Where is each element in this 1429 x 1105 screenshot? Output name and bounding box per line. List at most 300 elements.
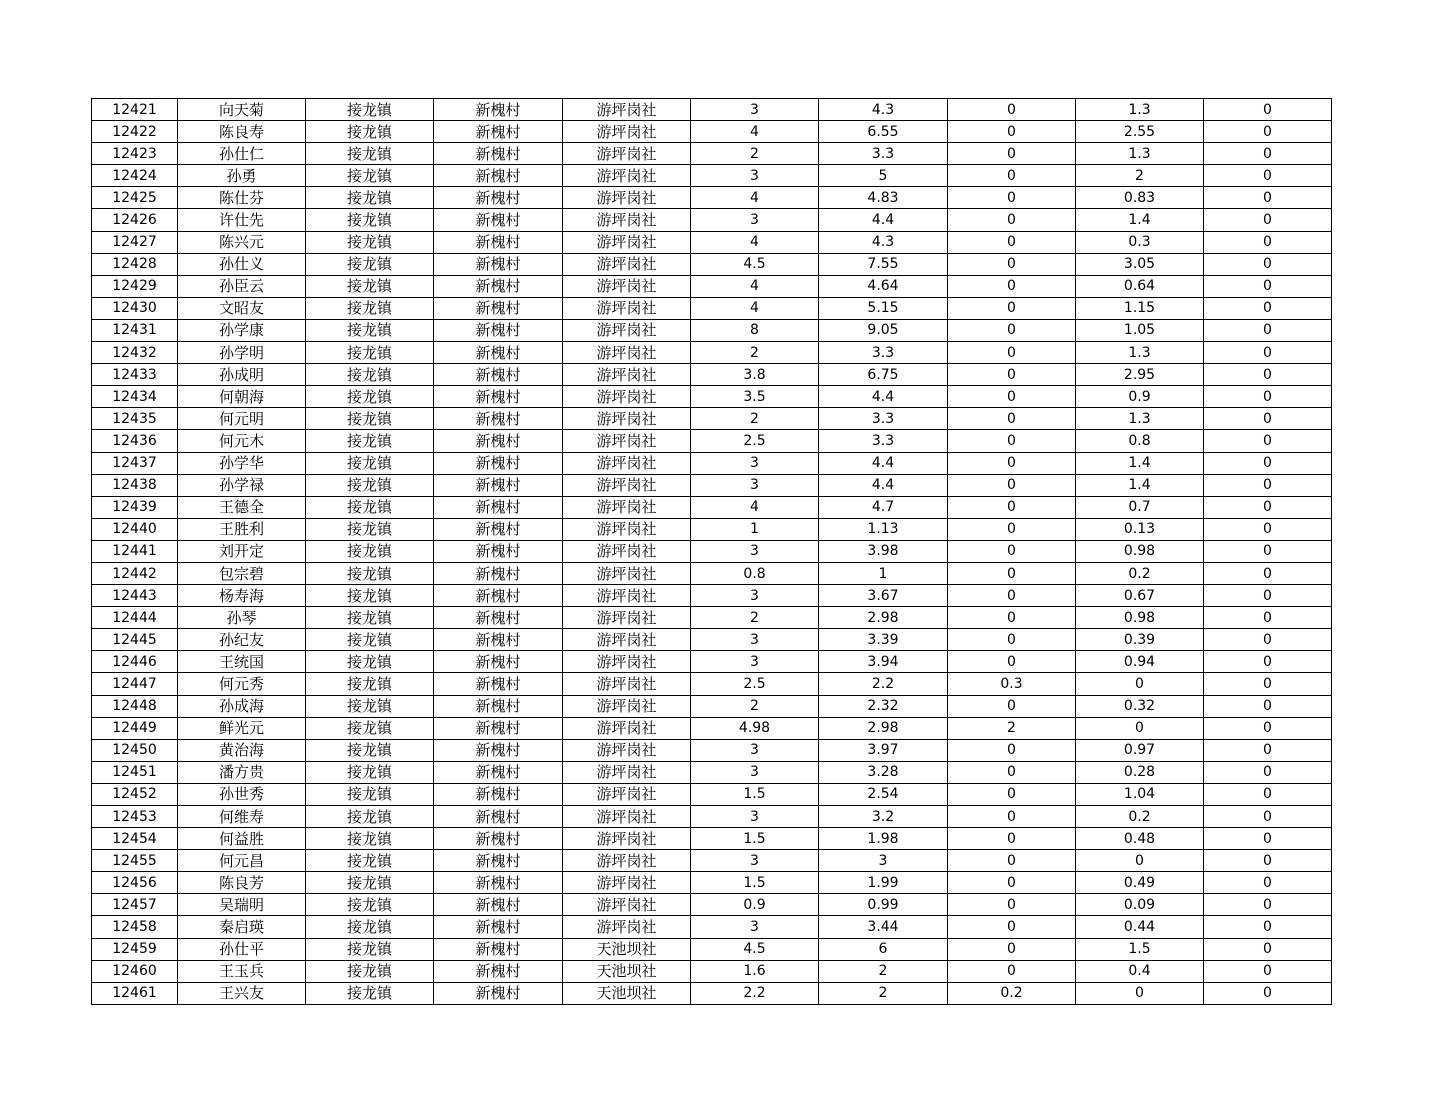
value4-cell: 0.09 [1076,894,1204,916]
id-cell: 12452 [92,783,178,805]
value1-cell: 4.5 [691,253,819,275]
table-row [92,275,1332,297]
value2-cell: 4.4 [819,386,948,408]
value5-cell: 0 [1204,496,1332,518]
value3-cell: 0 [948,496,1076,518]
value5-cell: 0 [1204,474,1332,496]
group-cell: 游坪岗社 [563,297,691,319]
town-cell: 接龙镇 [306,585,434,607]
village-cell: 新槐村 [434,916,563,938]
id-cell: 12453 [92,806,178,828]
value5-cell: 0 [1204,938,1332,960]
village-cell: 新槐村 [434,143,563,165]
group-cell: 游坪岗社 [563,121,691,143]
name-cell: 何维寿 [178,806,306,828]
value5-cell: 0 [1204,739,1332,761]
value4-cell: 1.4 [1076,474,1204,496]
village-cell: 新槐村 [434,165,563,187]
value2-cell: 2.54 [819,783,948,805]
value5-cell: 0 [1204,783,1332,805]
name-cell: 陈良寿 [178,121,306,143]
table-row [92,651,1332,673]
name-cell: 何元木 [178,430,306,452]
value3-cell: 0 [948,209,1076,231]
value1-cell: 4 [691,275,819,297]
town-cell: 接龙镇 [306,916,434,938]
value2-cell: 3.67 [819,585,948,607]
value1-cell: 4 [691,121,819,143]
value4-cell: 0.48 [1076,828,1204,850]
value3-cell: 0 [948,231,1076,253]
value1-cell: 2 [691,143,819,165]
town-cell: 接龙镇 [306,518,434,540]
village-cell: 新槐村 [434,297,563,319]
town-cell: 接龙镇 [306,121,434,143]
value2-cell: 4.4 [819,474,948,496]
village-cell: 新槐村 [434,342,563,364]
id-cell: 12448 [92,695,178,717]
value5-cell: 0 [1204,408,1332,430]
village-cell: 新槐村 [434,872,563,894]
value1-cell: 3 [691,165,819,187]
table-row [92,99,1332,121]
name-cell: 孙学华 [178,452,306,474]
value1-cell: 3 [691,916,819,938]
value2-cell: 9.05 [819,319,948,341]
town-cell: 接龙镇 [306,187,434,209]
village-cell: 新槐村 [434,850,563,872]
town-cell: 接龙镇 [306,783,434,805]
name-cell: 陈良芳 [178,872,306,894]
value2-cell: 3.3 [819,430,948,452]
value2-cell: 4.83 [819,187,948,209]
village-cell: 新槐村 [434,496,563,518]
value2-cell: 0.99 [819,894,948,916]
value5-cell: 0 [1204,518,1332,540]
table-row [92,717,1332,739]
value3-cell: 0 [948,364,1076,386]
value5-cell: 0 [1204,982,1332,1004]
id-cell: 12423 [92,143,178,165]
town-cell: 接龙镇 [306,695,434,717]
town-cell: 接龙镇 [306,872,434,894]
id-cell: 12446 [92,651,178,673]
name-cell: 王兴友 [178,982,306,1004]
name-cell: 孙世秀 [178,783,306,805]
value1-cell: 0.9 [691,894,819,916]
town-cell: 接龙镇 [306,673,434,695]
value2-cell: 3.3 [819,143,948,165]
table-row [92,342,1332,364]
village-cell: 新槐村 [434,806,563,828]
id-cell: 12421 [92,99,178,121]
name-cell: 向天菊 [178,99,306,121]
value2-cell: 3.94 [819,651,948,673]
value3-cell: 0.2 [948,982,1076,1004]
value1-cell: 3 [691,452,819,474]
value3-cell: 0 [948,297,1076,319]
value3-cell: 0 [948,99,1076,121]
value4-cell: 0 [1076,982,1204,1004]
value4-cell: 2.55 [1076,121,1204,143]
group-cell: 游坪岗社 [563,187,691,209]
value5-cell: 0 [1204,673,1332,695]
id-cell: 12430 [92,297,178,319]
value4-cell: 0.3 [1076,231,1204,253]
value1-cell: 3 [691,850,819,872]
id-cell: 12438 [92,474,178,496]
name-cell: 鲜光元 [178,717,306,739]
value3-cell: 0 [948,165,1076,187]
group-cell: 游坪岗社 [563,607,691,629]
id-cell: 12451 [92,761,178,783]
value1-cell: 1.5 [691,828,819,850]
name-cell: 王胜利 [178,518,306,540]
town-cell: 接龙镇 [306,828,434,850]
village-cell: 新槐村 [434,275,563,297]
value4-cell: 3.05 [1076,253,1204,275]
table-row [92,629,1332,651]
value4-cell: 0.83 [1076,187,1204,209]
id-cell: 12439 [92,496,178,518]
value3-cell: 0 [948,562,1076,584]
group-cell: 游坪岗社 [563,894,691,916]
id-cell: 12456 [92,872,178,894]
group-cell: 游坪岗社 [563,386,691,408]
name-cell: 何益胜 [178,828,306,850]
town-cell: 接龙镇 [306,342,434,364]
town-cell: 接龙镇 [306,960,434,982]
group-cell: 天池坝社 [563,982,691,1004]
village-cell: 新槐村 [434,783,563,805]
group-cell: 天池坝社 [563,960,691,982]
table-row [92,121,1332,143]
value5-cell: 0 [1204,364,1332,386]
value4-cell: 1.3 [1076,408,1204,430]
town-cell: 接龙镇 [306,562,434,584]
village-cell: 新槐村 [434,452,563,474]
village-cell: 新槐村 [434,629,563,651]
id-cell: 12434 [92,386,178,408]
value5-cell: 0 [1204,540,1332,562]
town-cell: 接龙镇 [306,607,434,629]
table-row [92,872,1332,894]
group-cell: 游坪岗社 [563,717,691,739]
village-cell: 新槐村 [434,474,563,496]
group-cell: 游坪岗社 [563,364,691,386]
town-cell: 接龙镇 [306,143,434,165]
name-cell: 何元明 [178,408,306,430]
value1-cell: 4 [691,231,819,253]
village-cell: 新槐村 [434,673,563,695]
value5-cell: 0 [1204,231,1332,253]
table-row [92,364,1332,386]
town-cell: 接龙镇 [306,761,434,783]
value4-cell: 1.5 [1076,938,1204,960]
value3-cell: 0 [948,474,1076,496]
village-cell: 新槐村 [434,894,563,916]
value2-cell: 1.99 [819,872,948,894]
value1-cell: 3 [691,99,819,121]
value4-cell: 0.97 [1076,739,1204,761]
group-cell: 游坪岗社 [563,231,691,253]
table-row [92,253,1332,275]
table-row [92,695,1332,717]
id-cell: 12429 [92,275,178,297]
name-cell: 杨寿海 [178,585,306,607]
group-cell: 游坪岗社 [563,673,691,695]
table-row [92,165,1332,187]
value2-cell: 6.75 [819,364,948,386]
table-row [92,783,1332,805]
value5-cell: 0 [1204,629,1332,651]
table-row [92,231,1332,253]
town-cell: 接龙镇 [306,452,434,474]
value4-cell: 0.94 [1076,651,1204,673]
value3-cell: 0 [948,651,1076,673]
village-cell: 新槐村 [434,982,563,1004]
village-cell: 新槐村 [434,585,563,607]
table-row [92,938,1332,960]
value4-cell: 1.4 [1076,452,1204,474]
id-cell: 12431 [92,319,178,341]
village-cell: 新槐村 [434,209,563,231]
village-cell: 新槐村 [434,99,563,121]
value3-cell: 0 [948,872,1076,894]
value3-cell: 0 [948,121,1076,143]
value2-cell: 4.4 [819,452,948,474]
town-cell: 接龙镇 [306,496,434,518]
value5-cell: 0 [1204,187,1332,209]
town-cell: 接龙镇 [306,739,434,761]
value4-cell: 0.67 [1076,585,1204,607]
value2-cell: 5 [819,165,948,187]
name-cell: 孙琴 [178,607,306,629]
town-cell: 接龙镇 [306,850,434,872]
name-cell: 何元昌 [178,850,306,872]
value3-cell: 0 [948,894,1076,916]
table-row [92,562,1332,584]
name-cell: 秦启瑛 [178,916,306,938]
value2-cell: 3.3 [819,342,948,364]
name-cell: 文昭友 [178,297,306,319]
group-cell: 游坪岗社 [563,850,691,872]
town-cell: 接龙镇 [306,275,434,297]
value5-cell: 0 [1204,850,1332,872]
value4-cell: 0.39 [1076,629,1204,651]
value5-cell: 0 [1204,562,1332,584]
name-cell: 黄治海 [178,739,306,761]
value2-cell: 3 [819,850,948,872]
value5-cell: 0 [1204,761,1332,783]
name-cell: 孙学禄 [178,474,306,496]
value5-cell: 0 [1204,342,1332,364]
table-row [92,408,1332,430]
village-cell: 新槐村 [434,231,563,253]
value5-cell: 0 [1204,717,1332,739]
town-cell: 接龙镇 [306,319,434,341]
value2-cell: 2.2 [819,673,948,695]
value5-cell: 0 [1204,828,1332,850]
value2-cell: 4.4 [819,209,948,231]
value3-cell: 0 [948,938,1076,960]
value1-cell: 1.5 [691,872,819,894]
value2-cell: 3.28 [819,761,948,783]
table-body [92,99,1332,1005]
town-cell: 接龙镇 [306,629,434,651]
name-cell: 陈兴元 [178,231,306,253]
name-cell: 孙学明 [178,342,306,364]
value5-cell: 0 [1204,253,1332,275]
name-cell: 孙勇 [178,165,306,187]
value5-cell: 0 [1204,916,1332,938]
value5-cell: 0 [1204,806,1332,828]
value1-cell: 2.5 [691,673,819,695]
town-cell: 接龙镇 [306,474,434,496]
group-cell: 游坪岗社 [563,275,691,297]
id-cell: 12425 [92,187,178,209]
table-row [92,452,1332,474]
value1-cell: 3 [691,739,819,761]
name-cell: 包宗碧 [178,562,306,584]
value3-cell: 0 [948,916,1076,938]
table-row [92,828,1332,850]
value3-cell: 0 [948,430,1076,452]
group-cell: 游坪岗社 [563,783,691,805]
value2-cell: 1.98 [819,828,948,850]
table-row [92,540,1332,562]
value3-cell: 0 [948,850,1076,872]
village-cell: 新槐村 [434,828,563,850]
value4-cell: 2 [1076,165,1204,187]
table-row [92,894,1332,916]
value4-cell: 0.98 [1076,540,1204,562]
value1-cell: 3.8 [691,364,819,386]
value1-cell: 3 [691,474,819,496]
value3-cell: 0 [948,629,1076,651]
name-cell: 潘方贵 [178,761,306,783]
value4-cell: 0.2 [1076,562,1204,584]
value1-cell: 2 [691,695,819,717]
group-cell: 游坪岗社 [563,562,691,584]
group-cell: 游坪岗社 [563,452,691,474]
value3-cell: 0 [948,806,1076,828]
value2-cell: 3.3 [819,408,948,430]
name-cell: 孙仕平 [178,938,306,960]
table-row [92,739,1332,761]
value2-cell: 6.55 [819,121,948,143]
value2-cell: 4.3 [819,231,948,253]
value5-cell: 0 [1204,143,1332,165]
group-cell: 游坪岗社 [563,695,691,717]
name-cell: 吴瑞明 [178,894,306,916]
village-cell: 新槐村 [434,761,563,783]
value5-cell: 0 [1204,651,1332,673]
village-cell: 新槐村 [434,717,563,739]
id-cell: 12427 [92,231,178,253]
value1-cell: 4 [691,187,819,209]
village-cell: 新槐村 [434,739,563,761]
value3-cell: 0 [948,518,1076,540]
value1-cell: 3 [691,761,819,783]
group-cell: 游坪岗社 [563,518,691,540]
value2-cell: 2.98 [819,717,948,739]
group-cell: 天池坝社 [563,938,691,960]
value5-cell: 0 [1204,452,1332,474]
value3-cell: 0 [948,585,1076,607]
group-cell: 游坪岗社 [563,872,691,894]
value4-cell: 0.28 [1076,761,1204,783]
id-cell: 12457 [92,894,178,916]
village-cell: 新槐村 [434,121,563,143]
table-row [92,960,1332,982]
value3-cell: 0 [948,253,1076,275]
value2-cell: 3.39 [819,629,948,651]
group-cell: 游坪岗社 [563,585,691,607]
value5-cell: 0 [1204,209,1332,231]
group-cell: 游坪岗社 [563,629,691,651]
value4-cell: 1.05 [1076,319,1204,341]
id-cell: 12449 [92,717,178,739]
value5-cell: 0 [1204,607,1332,629]
town-cell: 接龙镇 [306,938,434,960]
name-cell: 孙仕仁 [178,143,306,165]
town-cell: 接龙镇 [306,297,434,319]
value3-cell: 0 [948,540,1076,562]
group-cell: 游坪岗社 [563,540,691,562]
value1-cell: 2.5 [691,430,819,452]
table-row [92,474,1332,496]
id-cell: 12437 [92,452,178,474]
id-cell: 12445 [92,629,178,651]
town-cell: 接龙镇 [306,806,434,828]
town-cell: 接龙镇 [306,165,434,187]
town-cell: 接龙镇 [306,253,434,275]
town-cell: 接龙镇 [306,408,434,430]
table-row [92,982,1332,1004]
village-cell: 新槐村 [434,364,563,386]
value5-cell: 0 [1204,275,1332,297]
group-cell: 游坪岗社 [563,99,691,121]
value4-cell: 2.95 [1076,364,1204,386]
value3-cell: 2 [948,717,1076,739]
value5-cell: 0 [1204,165,1332,187]
id-cell: 12455 [92,850,178,872]
group-cell: 游坪岗社 [563,143,691,165]
table-row [92,209,1332,231]
village-cell: 新槐村 [434,938,563,960]
name-cell: 孙纪友 [178,629,306,651]
name-cell: 孙仕义 [178,253,306,275]
id-cell: 12442 [92,562,178,584]
value5-cell: 0 [1204,386,1332,408]
village-cell: 新槐村 [434,408,563,430]
name-cell: 王德全 [178,496,306,518]
town-cell: 接龙镇 [306,364,434,386]
value5-cell: 0 [1204,297,1332,319]
value1-cell: 4.5 [691,938,819,960]
value4-cell: 0.13 [1076,518,1204,540]
town-cell: 接龙镇 [306,231,434,253]
name-cell: 王统国 [178,651,306,673]
village-cell: 新槐村 [434,253,563,275]
value1-cell: 2.2 [691,982,819,1004]
village-cell: 新槐村 [434,695,563,717]
value3-cell: 0 [948,783,1076,805]
value2-cell: 2.32 [819,695,948,717]
village-cell: 新槐村 [434,540,563,562]
id-cell: 12460 [92,960,178,982]
